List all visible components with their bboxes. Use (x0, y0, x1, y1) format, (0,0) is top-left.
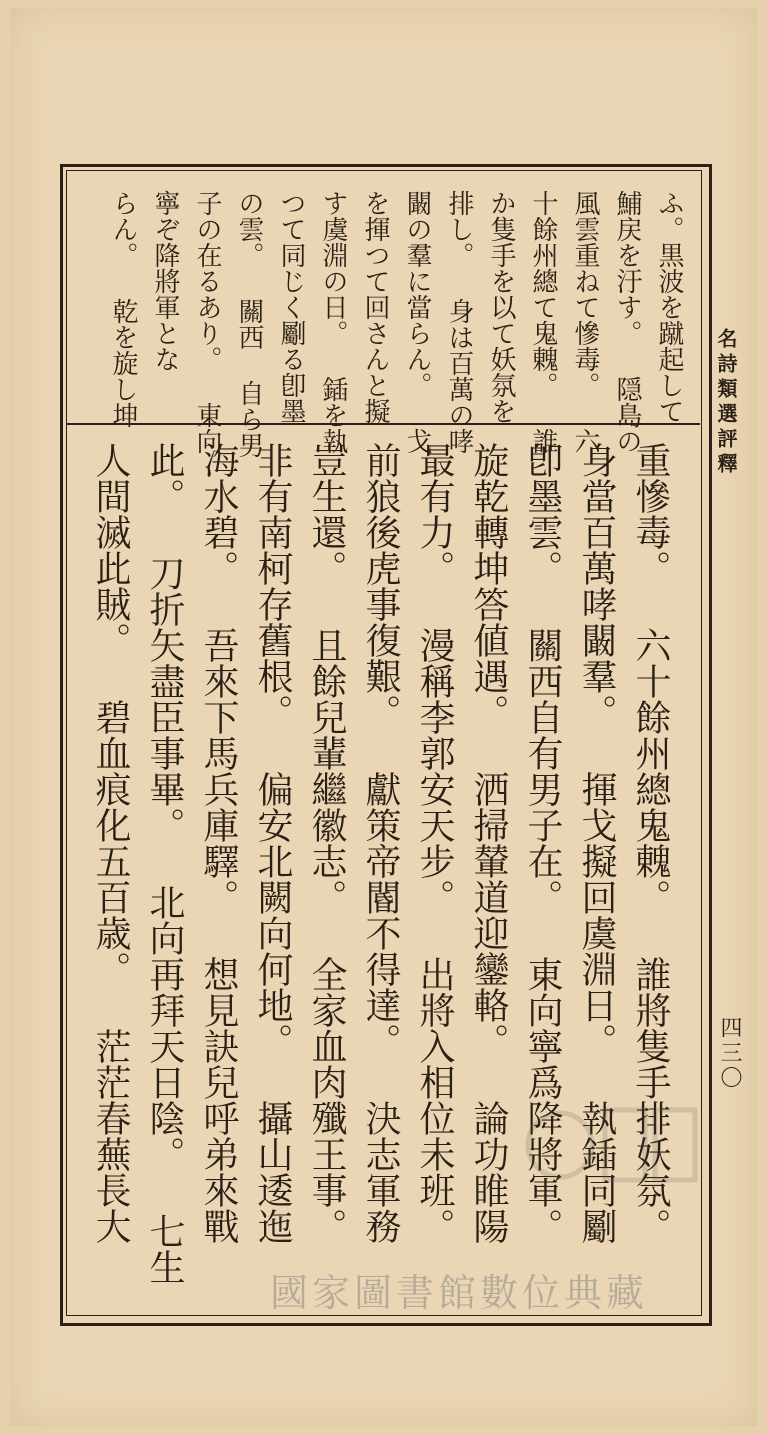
commentary-column: らん。 乾を旋し坤 (108, 190, 138, 428)
poem-column: 重慘毒。 六十餘州總鬼䰤。 誰將隻手排妖氛。 (630, 442, 671, 1244)
commentary-column: す虞淵の日。 鍤を執 (318, 190, 348, 454)
commentary-column: 子の在るあり。 東向 (192, 190, 222, 454)
commentary-column: 排し。 身は百萬の哮 (444, 190, 474, 454)
commentary-column: を揮つて回さんと擬 (360, 190, 390, 424)
poem-column: 此。 刀折矢盡臣事畢。 北向再拜天日陰。 七生 (144, 442, 185, 1285)
commentary-column: 寧ぞ降將軍とな (150, 190, 180, 372)
commentary-column: の雲。 關西 自ら男 (234, 190, 264, 458)
poem-column: 海水碧。 吾來下馬兵庫驛。 想見訣兒呼弟來戰 (198, 442, 239, 1244)
poem-column: 人間滅此賊。 碧血痕化五百歳。 茫茫春蕪長大 (90, 442, 131, 1244)
poem-column: 非有南柯存舊根。 偏安北闕向何地。 攝山逶迤 (252, 442, 293, 1244)
poem-column: 旋乾轉坤答値遇。 洒掃輦道迎鑾輅。 論功睢陽 (468, 442, 509, 1244)
library-logo-watermark (520, 1090, 710, 1200)
commentary-column: 闞の羣に當らん。 戈 (402, 190, 432, 454)
commentary-column: 風雲重ねて慘毒。 六 (570, 190, 600, 454)
commentary-column: か隻手を以て妖氛を (486, 190, 516, 424)
commentary-column: 十餘州總て鬼䰤。 誰 (528, 190, 558, 454)
poem-column: 卽墨雲。 關西自有男子在。 東向寧爲降將軍。 (522, 442, 563, 1244)
poem-column: 前狼後虎事復艱。 獻策帝閽不得達。 決志軍務 (360, 442, 401, 1244)
book-title: 名詩類選評釋 (714, 328, 738, 478)
commentary-column: ふ。黒波を蹴起して (654, 190, 684, 424)
poem-column: 身當百萬哮闞羣。 揮戈擬回虞淵日。 執鍤同劚 (576, 442, 617, 1244)
poem-column: 豈生還。 且餘兒輩繼徽志。 全家血肉殲王事。 (306, 442, 347, 1244)
commentary-column: つて同じく劚る卽墨 (276, 190, 306, 424)
poem-column: 最有力。 漫稱李郭安天步。 出將入相位未班。 (414, 442, 455, 1244)
watermark-text: 國家圖書館數位典藏 (270, 1271, 649, 1315)
page-number: 四三〇 (717, 1016, 742, 1091)
commentary-column: 鯆戻を汙す。 隠島の (612, 190, 642, 454)
